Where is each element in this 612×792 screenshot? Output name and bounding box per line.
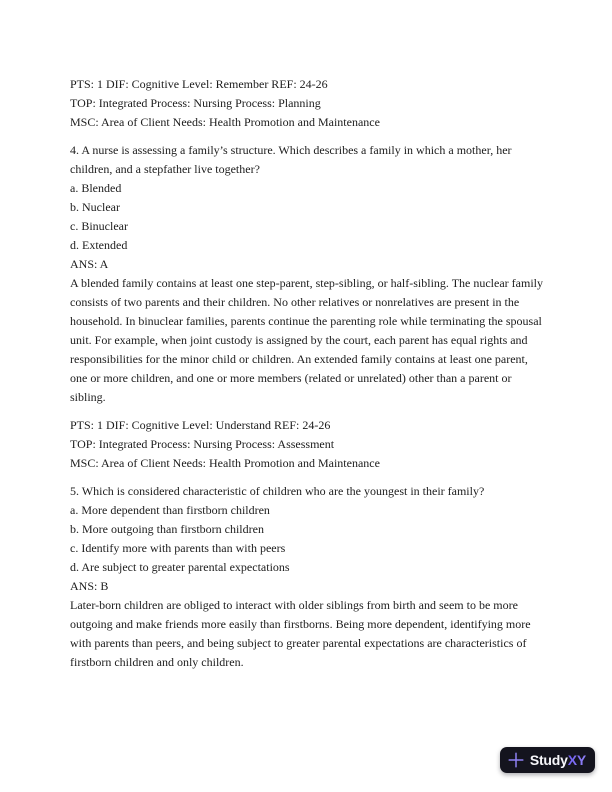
meta-line-top: TOP: Integrated Process: Nursing Process: Assessment	[70, 437, 335, 451]
question-block-4	[70, 141, 547, 407]
meta-block-1	[70, 75, 547, 132]
answer-option-d: d. Extended	[70, 238, 128, 252]
meta-line-top: TOP: Integrated Process: Nursing Process: Planning	[70, 96, 321, 110]
meta-line-pts: PTS: 1 DIF: Cognitive Level: Remember REF: 24-26	[70, 77, 328, 91]
rationale-text: A blended family contains at least one step-parent, step-sibling, or half-sibling. The nuclear family consists of two parents and their children. No other relatives or nonrelatives are present in the household. In binuclear families, parents continue the parenting role while terminating the spousal unit. For example, when joint custody is assigned by the court, each parent has equal rights and responsibilities for the minor child or children. An extended family contains at least one parent, one or more children, and one or more members (related or unrelated) other than a parent or sibling.	[70, 276, 543, 404]
meta-line-pts: PTS: 1 DIF: Cognitive Level: Understand REF: 24-26	[70, 418, 331, 432]
answer-option-c: c. Identify more with parents than with peers	[70, 541, 286, 555]
question-block-5	[70, 482, 547, 672]
question-text: 4. A nurse is assessing a family’s structure. Which describes a family in which a mother, her children, and a stepfather live together?	[70, 143, 512, 176]
answer-key-line: ANS: A	[70, 257, 109, 271]
studyxy-logo-badge	[500, 747, 595, 773]
answer-option-a: a. Blended	[70, 181, 122, 195]
document-text-column	[70, 75, 547, 672]
answer-key-line: ANS: B	[70, 579, 109, 593]
answer-option-b: b. More outgoing than firstborn children	[70, 522, 264, 536]
logo-text-primary: Study	[529, 752, 568, 768]
meta-line-msc: MSC: Area of Client Needs: Health Promotion and Maintenance	[70, 115, 380, 129]
rationale-text: Later-born children are obliged to interact with older siblings from birth and seem to be more outgoing and make friends more easily than firstborns. Being more dependent, identifying more with parents than peers, and being subject to greater parental expectations are characteristics of firstborn children and only children.	[70, 598, 531, 669]
meta-block-2	[70, 416, 547, 473]
plus-icon	[508, 752, 524, 768]
answer-option-d: d. Are subject to greater parental expectations	[70, 560, 290, 574]
logo-text-accent: XY	[567, 752, 586, 768]
meta-line-msc: MSC: Area of Client Needs: Health Promotion and Maintenance	[70, 456, 380, 470]
answer-option-b: b. Nuclear	[70, 200, 120, 214]
logo-wordmark	[530, 752, 586, 768]
question-text: 5. Which is considered characteristic of children who are the youngest in their family?	[70, 484, 485, 498]
answer-option-a: a. More dependent than firstborn children	[70, 503, 270, 517]
answer-option-c: c. Binuclear	[70, 219, 128, 233]
